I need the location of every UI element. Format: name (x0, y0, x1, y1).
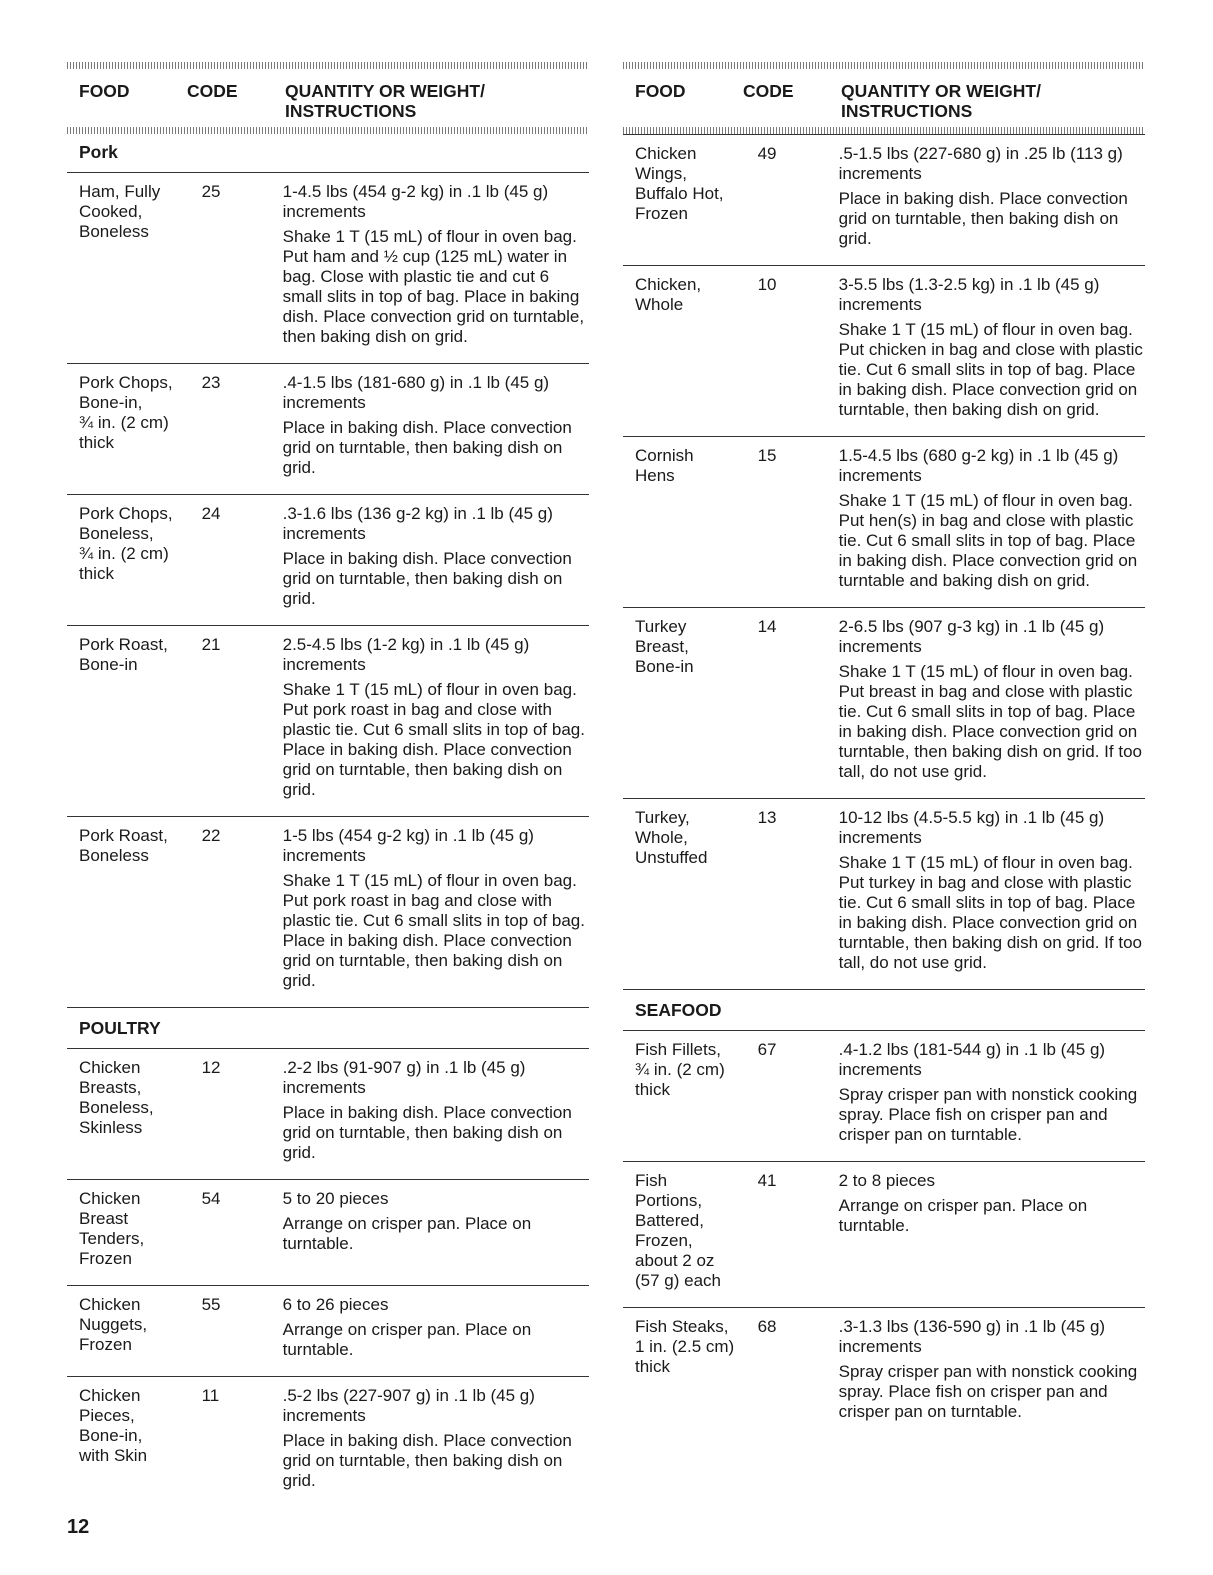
instruction-text: Shake 1 T (15 mL) of flour in oven bag. Put ham and ½ cup (125 mL) water in bag. Close with plastic tie and cut 6 small slits in top of bag. Place in baking dish. Place convection grid on turntable, then baking dish on grid. (282, 227, 585, 346)
table-header (623, 69, 1145, 127)
food-code: 68 (757, 1317, 777, 1336)
table-row (67, 1180, 589, 1285)
food-name: Chicken Nuggets, Frozen (79, 1295, 148, 1354)
poultry-rows-left (67, 1048, 589, 1507)
quantity-text: .5-1.5 lbs (227-680 g) in .25 lb (113 g) increments (838, 144, 1123, 183)
right-column (623, 62, 1145, 1438)
instruction-text: Spray crisper pan with nonstick cooking spray. Place fish on crisper pan and crisper pan on turntable. (838, 1362, 1138, 1421)
quantity-text: .4-1.5 lbs (181-680 g) in .1 lb (45 g) increments (282, 373, 550, 412)
quantity-text: 1-4.5 lbs (454 g-2 kg) in .1 lb (45 g) increments (282, 182, 549, 221)
food-name: Chicken Breasts, Boneless, Skinless (79, 1058, 154, 1137)
food-code: 54 (201, 1189, 221, 1208)
quantity-text: 1.5-4.5 lbs (680 g-2 kg) in .1 lb (45 g) increments (838, 446, 1119, 485)
food-code: 25 (201, 182, 221, 201)
instructions (283, 1058, 589, 1163)
instruction-text: Shake 1 T (15 mL) of flour in oven bag. Put pork roast in bag and close with plastic tie. Cut 6 small slits in top of bag. Place in baking dish. Place convection grid on turntable, then baking dish on grid. (282, 680, 585, 799)
instruction-text: Shake 1 T (15 mL) of flour in oven bag. Put chicken in bag and close with plastic tie. Cut 6 small slits in top of bag. Place in baking dish. Place convection grid on turntable, then baking dish on grid. (838, 320, 1143, 419)
header-dotted-rule (623, 127, 1145, 134)
table-row (623, 135, 1145, 265)
header-dotted-rule (67, 127, 589, 134)
table-row (67, 1377, 589, 1507)
food-code: 67 (757, 1040, 777, 1059)
quantity-text: 6 to 26 pieces (282, 1295, 389, 1314)
food-code: 14 (757, 617, 777, 636)
food-name: Ham, Fully Cooked, Boneless (79, 182, 161, 241)
quantity-text: 3-5.5 lbs (1.3-2.5 kg) in .1 lb (45 g) increments (838, 275, 1100, 314)
instructions (283, 182, 589, 347)
section-seafood: SEAFOOD (635, 1000, 722, 1020)
food-name: Pork Roast, Boneless (79, 826, 168, 865)
food-code: 23 (201, 373, 221, 392)
instruction-text: Place in baking dish. Place convection grid on turntable, then baking dish on grid. (282, 1103, 572, 1162)
header-food: FOOD (79, 81, 130, 101)
header-food: FOOD (635, 81, 686, 101)
quantity-text: 2 to 8 pieces (838, 1171, 936, 1190)
poultry-rows-right (623, 134, 1145, 989)
instruction-text: Arrange on crisper pan. Place on turntable. (282, 1320, 532, 1359)
table-row (623, 266, 1145, 436)
food-code: 15 (757, 446, 777, 465)
header-code: CODE (187, 81, 238, 101)
food-name: Turkey, Whole, Unstuffed (635, 808, 708, 867)
quantity-text: .4-1.2 lbs (181-544 g) in .1 lb (45 g) increments (838, 1040, 1106, 1079)
food-code: 12 (201, 1058, 221, 1077)
seafood-rows (623, 1030, 1145, 1438)
instructions (839, 808, 1145, 973)
table-row (67, 495, 589, 625)
food-name: Fish Portions, Battered, Frozen, about 2 oz (57 g) each (635, 1171, 721, 1290)
instructions (283, 373, 589, 478)
instruction-text: Arrange on crisper pan. Place on turntable. (838, 1196, 1088, 1235)
instructions (839, 446, 1145, 591)
instruction-text: Arrange on crisper pan. Place on turntable. (282, 1214, 532, 1253)
instruction-text: Shake 1 T (15 mL) of flour in oven bag. Put turkey in bag and close with plastic tie. Cut 6 small slits in top of bag. Place in baking dish. Place convection grid on turntable, then baking dish on grid. If too tall, do not use grid. (838, 853, 1142, 972)
food-name: Chicken, Whole (635, 275, 702, 314)
top-dotted-rule (67, 62, 589, 69)
food-name: Chicken Wings, Buffalo Hot, Frozen (635, 144, 724, 223)
instructions (283, 826, 589, 991)
instruction-text: Shake 1 T (15 mL) of flour in oven bag. Put breast in bag and close with plastic tie. Cut 6 small slits in top of bag. Place in baking dish. Place convection grid on turntable, then baking dish on grid. If too tall, do not use grid. (838, 662, 1142, 781)
instruction-text: Place in baking dish. Place convection grid on turntable, then baking dish on grid. (838, 189, 1128, 248)
food-code: 13 (757, 808, 777, 827)
table-row (623, 799, 1145, 989)
instructions (283, 1295, 589, 1360)
quantity-text: 5 to 20 pieces (282, 1189, 389, 1208)
food-name: Pork Roast, Bone-in (79, 635, 168, 674)
header-code: CODE (743, 81, 794, 101)
instructions (839, 1040, 1145, 1145)
food-name: Pork Chops, Bone-in, ¾ in. (2 cm) thick (79, 373, 173, 452)
table-row (67, 626, 589, 816)
quantity-text: 1-5 lbs (454 g-2 kg) in .1 lb (45 g) increments (282, 826, 534, 865)
instruction-text: Place in baking dish. Place convection grid on turntable, then baking dish on grid. (282, 1431, 572, 1490)
page-number: 12 (67, 1516, 90, 1538)
food-code: 49 (757, 144, 777, 163)
quantity-text: .3-1.6 lbs (136 g-2 kg) in .1 lb (45 g) increments (282, 504, 553, 543)
instruction-text: Place in baking dish. Place convection grid on turntable, then baking dish on grid. (282, 418, 572, 477)
table-row (623, 437, 1145, 607)
table-row (623, 1308, 1145, 1438)
quantity-text: .2-2 lbs (91-907 g) in .1 lb (45 g) increments (282, 1058, 526, 1097)
table-row (67, 1049, 589, 1179)
food-name: Chicken Breast Tenders, Frozen (79, 1189, 145, 1268)
quantity-text: 10-12 lbs (4.5-5.5 kg) in .1 lb (45 g) increments (838, 808, 1105, 847)
instruction-text: Spray crisper pan with nonstick cooking spray. Place fish on crisper pan and crisper pan on turntable. (838, 1085, 1138, 1144)
food-name: Fish Steaks, 1 in. (2.5 cm) thick (635, 1317, 735, 1376)
food-code: 10 (757, 275, 777, 294)
food-code: 24 (201, 504, 221, 523)
food-name: Pork Chops, Boneless, ¾ in. (2 cm) thick (79, 504, 173, 583)
table-row (623, 1031, 1145, 1161)
instructions (839, 1171, 1145, 1291)
food-code: 11 (201, 1386, 220, 1405)
table-row (623, 1162, 1145, 1307)
instructions (283, 635, 589, 800)
food-name: Cornish Hens (635, 446, 694, 485)
header-instructions: QUANTITY OR WEIGHT/ INSTRUCTIONS (285, 81, 485, 121)
food-code: 21 (201, 635, 221, 654)
table-row (67, 817, 589, 1007)
header-instructions: QUANTITY OR WEIGHT/ INSTRUCTIONS (841, 81, 1041, 121)
instructions (283, 504, 589, 609)
left-column (67, 62, 589, 1507)
quantity-text: .5-2 lbs (227-907 g) in .1 lb (45 g) increments (282, 1386, 535, 1425)
food-code: 41 (757, 1171, 777, 1190)
instructions (283, 1386, 589, 1491)
table-row (67, 173, 589, 363)
instructions (839, 1317, 1145, 1422)
table-header (67, 69, 589, 127)
instructions (283, 1189, 589, 1269)
table-row (67, 1286, 589, 1376)
table-row (623, 608, 1145, 798)
quantity-text: .3-1.3 lbs (136-590 g) in .1 lb (45 g) increments (838, 1317, 1106, 1356)
section-pork: Pork (79, 142, 118, 162)
instruction-text: Shake 1 T (15 mL) of flour in oven bag. Put pork roast in bag and close with plastic tie. Cut 6 small slits in top of bag. Place in baking dish. Place convection grid on turntable, then baking dish on grid. (282, 871, 585, 990)
instructions (839, 275, 1145, 420)
pork-rows (67, 172, 589, 1007)
food-name: Fish Fillets, ¾ in. (2 cm) thick (635, 1040, 725, 1099)
table-row (67, 364, 589, 494)
food-code: 55 (201, 1295, 221, 1314)
quantity-text: 2.5-4.5 lbs (1-2 kg) in .1 lb (45 g) increments (282, 635, 530, 674)
top-dotted-rule (623, 62, 1145, 69)
instructions (839, 617, 1145, 782)
instruction-text: Place in baking dish. Place convection grid on turntable, then baking dish on grid. (282, 549, 572, 608)
instructions (839, 144, 1145, 249)
food-code: 22 (201, 826, 221, 845)
instruction-text: Shake 1 T (15 mL) of flour in oven bag. Put hen(s) in bag and close with plastic tie. Cut 6 small slits in top of bag. Place in baking dish. Place convection grid on turntable and baking dish on grid. (838, 491, 1138, 590)
section-poultry: POULTRY (79, 1018, 161, 1038)
quantity-text: 2-6.5 lbs (907 g-3 kg) in .1 lb (45 g) increments (838, 617, 1105, 656)
food-name: Chicken Pieces, Bone-in, with Skin (79, 1386, 148, 1465)
food-name: Turkey Breast, Bone-in (635, 617, 694, 676)
